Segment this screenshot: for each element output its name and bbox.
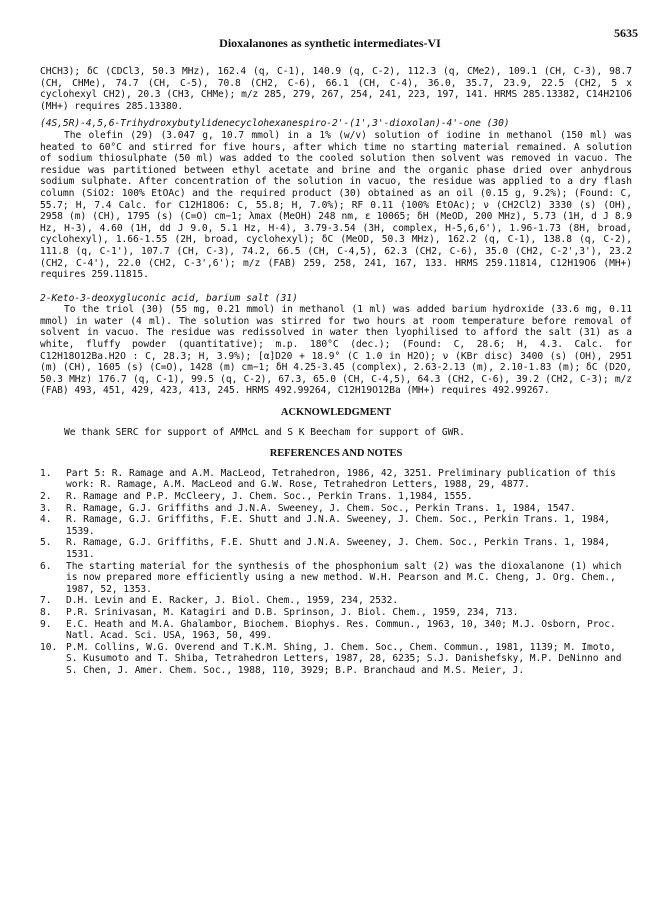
reference-item xyxy=(40,491,632,503)
reference-item xyxy=(40,642,632,677)
reference-text: R. Ramage, G.J. Griffiths, F.E. Shutt and J.N.A. Sweeney, J. Chem. Soc., Perkin Trans. 1, 1984, 1531. xyxy=(66,537,610,560)
reference-list xyxy=(40,468,632,677)
reference-number: 9. xyxy=(40,618,52,630)
reference-item xyxy=(40,514,632,537)
acknowledgment-title: ACKNOWLEDGMENT xyxy=(280,407,392,419)
acknowledgment-text: We thank SERC for support of AMMcL and S K Beecham for support of GWR. xyxy=(64,426,465,438)
reference-text: R. Ramage, G.J. Griffiths, F.E. Shutt and J.N.A. Sweeney, J. Chem. Soc., Perkin Trans. 1, 1984, 1539. xyxy=(66,514,610,537)
reference-number: 5. xyxy=(40,537,52,549)
reference-text: Part 5: R. Ramage and A.M. MacLeod, Tetrahedron, 1986, 42, 3251. Preliminary publication of this work: R. Ramage, A.M. MacLeod and G.W. Rose, Tetrahedron Letters, 1988, 29, 4877. xyxy=(66,467,616,491)
reference-number: 6. xyxy=(40,560,52,572)
reference-number: 4. xyxy=(40,514,52,526)
reference-text: P.R. Srinivasan, M. Katagiri and D.B. Sprinson, J. Biol. Chem., 1959, 234, 713. xyxy=(66,606,519,618)
reference-number: 1. xyxy=(40,467,52,479)
article-body xyxy=(40,66,632,677)
reference-text: D.H. Levin and E. Racker, J. Biol. Chem., 1959, 234, 2532. xyxy=(66,595,399,607)
spectral-data-paragraph: CHCH3); δC (CDCl3, 50.3 MHz), 162.4 (q, C-1), 140.9 (q, C-2), 112.3 (q, CMe2), 109.1 (CH, C-3), 98.7 (CH, CHMe), 74.7 (CH, C-5), 70.8 (CH2, C-6), 66.1 (CH, C-4), 36.0, 35.7, 23.9, 22.5 (CH2, 5 x cyclohexyl CH2), 20.3 (CH3, CHMe); m/z 285, 279, 267, 254, 241, 223, 197, 141. HRMS 285.13382, C14H21O6 (MH+) requires 285.13380. xyxy=(40,66,632,112)
reference-item xyxy=(40,503,632,515)
compound-30-procedure: The olefin (29) (3.047 g, 10.7 mmol) in a 1% (w/v) solution of iodine in methanol (150 ml) was heated to 60°C and stirred for five hours, after which time no starting material remained. A solution of sodium thiosulphate (50 ml) was added to the cooled solution then solvent was removed in vacuo. The residue was partitioned between ethyl acetate and brine and the organic phase dried over anhydrous sodium sulphate. After concentration of the solution in vacuo, the residue was applied to a dry flash column (SiO2: 100% EtOAc) and the required product (30) obtained as an oil (0.15 g, 9.2%); (Found: C, 55.7; H, 7.4 Calc. for C12H18O6: C, 55.8; H, 7.0%); RF 0.11 (100% EtOAc); ν (CH2Cl2) 3330 (s) (OH), 2958 (m) (CH), 1795 (s) (C=O) cm−1; λmax (MeOH) 248 nm, ε 10065; δH (MeOD, 200 MHz), 5.73 (1H, d J 8.9 Hz, H-3), 4.60 (1H, dd J 9.0, 5.1 Hz, H-4), 3.79-3.54 (3H, complex, H-5,6,6'), 1.96-1.73 (8H, broad, cyclohexyl), 1.66-1.55 (2H, broad, cyclohexyl); δC (MeOD, 50.3 MHz), 162.2 (q, C-1), 138.8 (q, C-2), 111.8 (q, C-1'), 107.7 (CH, C-3), 74.2, 66.5 (CH, C-4,5), 62.3 (CH2, C-6), 35.0 (CH2, C-2',3'), 23.2 (CH2, C-4'), 22.0 (CH2, C-3',6'); m/z (FAB) 259, 258, 241, 167, 133. HRMS 259.11814, C12H19O6 (MH+) requires 259.11815. xyxy=(40,129,632,281)
compound-31-heading: 2-Keto-3-deoxygluconic acid, barium salt (31) xyxy=(40,292,298,304)
reference-text: R. Ramage, G.J. Griffiths and J.N.A. Sweeney, J. Chem. Soc., Perkin Trans. 1, 1984, 1547. xyxy=(66,502,576,514)
compound-30-heading: (4S,5R)-4,5,6-Trihydroxybutylidenecyclohexanespiro-2'-(1',3'-dioxolan)-4'-one (30) xyxy=(40,118,510,130)
reference-number: 8. xyxy=(40,606,52,618)
reference-text: P.M. Collins, W.G. Overend and T.K.M. Shing, J. Chem. Soc., Chem. Commun., 1981, 1139; M. Imoto, S. Kusumoto and T. Shiba, Tetrahedron Letters, 1987, 28, 6235; S.J. Danishefsky, M.P. DeNinno and S. Chen, J. Amer. Chem. Soc., 1988, 110, 3929; B.P. Branchaud and M.S. Meier, J. xyxy=(66,641,622,676)
compound-31-procedure: To the triol (30) (55 mg, 0.21 mmol) in methanol (1 ml) was added barium hydroxide (33.6 mg, 0.11 mmol) in water (4 ml). The solution was stirred for two hours at room temperature before removal of solvent in vacuo. The residue was redissolved in water then lyophilised to afford the salt (31) as a white, fluffy powder (quantitative); m.p. 180°C (dec.); (Found: C, 28.6; H, 4.3. Calc. for C12H18O12Ba.H2O : C, 28.3; H, 3.9%); [α]D20 + 18.9° (C 1.0 in H2O); ν (KBr disc) 3400 (s) (OH), 2951 (m) (CH), 1605 (s) (C=O), 1428 (m) cm−1; δH 4.25-3.45 (complex), 2.63-2.13 (m), 2.10-1.83 (m); δC (D2O, 50.3 MHz) 176.7 (q, C-1), 99.5 (q, C-2), 67.3, 65.0 (CH, C-4,5), 64.3 (CH2, C-6), 39.2 (CH2, C-3); m/z (FAB) 493, 451, 429, 423, 413, 245. HRMS 492.99264, C12H19O12Ba (MH+) requires 492.99267. xyxy=(40,304,632,397)
reference-text: The starting material for the synthesis of the phosphonium salt (2) was the dioxalanone (1) which is now prepared more efficiently using a new method. W.H. Pearson and M.C. Cheng, J. Org. Chem., 1987, 52, 1353. xyxy=(66,560,622,595)
reference-text: R. Ramage and P.P. McCleery, J. Chem. Soc., Perkin Trans. 1,1984, 1555. xyxy=(66,491,473,502)
reference-item xyxy=(40,595,632,607)
reference-item xyxy=(40,537,632,560)
reference-item xyxy=(40,468,632,491)
reference-item xyxy=(40,619,632,642)
running-header: Dioxalanones as synthetic intermediates-VI xyxy=(219,36,441,50)
reference-item xyxy=(40,561,632,596)
page-number: 5635 xyxy=(614,26,638,40)
reference-item xyxy=(40,607,632,619)
reference-number: 2. xyxy=(40,491,52,502)
reference-number: 10. xyxy=(40,641,58,653)
reference-text: E.C. Heath and M.A. Ghalambor, Biochem. Biophys. Res. Commun., 1963, 10, 340; M.J. Osborn, Proc. Natl. Acad. Sci. USA, 1963, 50, 499. xyxy=(66,618,616,642)
references-title: REFERENCES AND NOTES xyxy=(269,448,403,460)
reference-number: 7. xyxy=(40,595,52,607)
reference-number: 3. xyxy=(40,502,52,514)
